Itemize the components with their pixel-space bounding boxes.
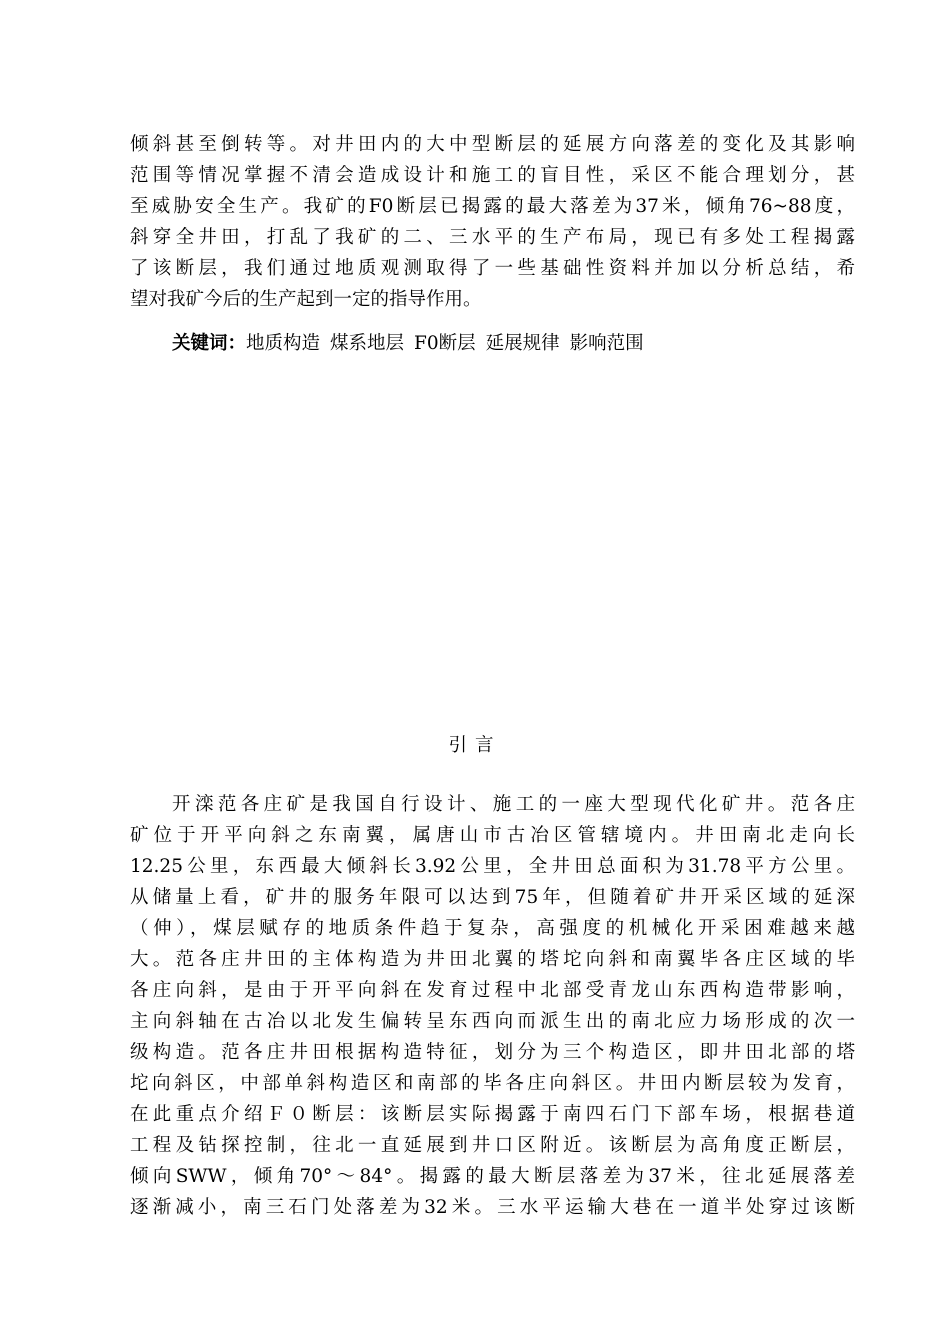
intro-line: 在此重点介绍Ｆ０断层：该断层实际揭露于南四石门下部车场，根据巷道	[130, 1104, 855, 1125]
keywords-label: 关键词：	[172, 333, 247, 354]
section-title-introduction: 引言	[448, 735, 502, 756]
intro-line: （伸），煤层赋存的地质条件趋于复杂，高强度的机械化开采困难越来越	[130, 918, 855, 939]
intro-line: 从储量上看，矿井的服务年限可以达到75年，但随着矿井开采区域的延深	[130, 887, 855, 908]
keywords-line	[172, 328, 654, 359]
keyword-item: 地质构造	[246, 333, 321, 354]
abstract-line: 了该断层，我们通过地质观测取得了一些基础性资料并加以分析总结，希	[130, 258, 855, 279]
intro-line: 主向斜轴在古冶以北发生偏转呈东西向而派生出的南北应力场形成的次一	[130, 1011, 855, 1032]
intro-line: 倾向SWW，倾角70°～84°。揭露的最大断层落差为37米，往北延展落差	[130, 1166, 855, 1187]
keyword-item: 煤系地层	[330, 333, 405, 354]
intro-line: 各庄向斜，是由于开平向斜在发育过程中北部受青龙山东西构造带影响，	[130, 980, 855, 1001]
keyword-item: 影响范围	[569, 333, 644, 354]
intro-line: 开滦范各庄矿是我国自行设计、施工的一座大型现代化矿井。范各庄	[172, 794, 855, 815]
abstract-line: 望对我矿今后的生产起到一定的指导作用。	[130, 289, 482, 310]
introduction-paragraph	[130, 789, 855, 1223]
abstract-line: 范围等情况掌握不清会造成设计和施工的盲目性，采区不能合理划分，甚	[130, 165, 855, 186]
abstract-line: 至威胁安全生产。我矿的F0断层已揭露的最大落差为37米，倾角76~88度，	[130, 196, 855, 217]
abstract-line: 斜穿全井田，打乱了我矿的二、三水平的生产布局，现已有多处工程揭露	[130, 227, 855, 248]
intro-line: 工程及钻探控制，往北一直延展到井口区附近。该断层为高角度正断层，	[130, 1135, 855, 1156]
keyword-item: 延展规律	[485, 333, 560, 354]
abstract-paragraph	[130, 129, 855, 315]
intro-line: 逐渐减小，南三石门处落差为32米。三水平运输大巷在一道半处穿过该断	[130, 1197, 855, 1218]
keyword-item: F0断层	[414, 333, 476, 354]
intro-line: 级构造。范各庄井田根据构造特征，划分为三个构造区，即井田北部的塔	[130, 1042, 855, 1063]
intro-line: 大。范各庄井田的主体构造为井田北翼的塔坨向斜和南翼毕各庄区域的毕	[130, 949, 855, 970]
abstract-line: 倾斜甚至倒转等。对井田内的大中型断层的延展方向落差的变化及其影响	[130, 134, 855, 155]
intro-line: 坨向斜区，中部单斜构造区和南部的毕各庄向斜区。井田内断层较为发育，	[130, 1073, 855, 1094]
intro-line: 矿位于开平向斜之东南翼，属唐山市古冶区管辖境内。井田南北走向长	[130, 825, 855, 846]
intro-line: 12.25公里，东西最大倾斜长3.92公里，全井田总面积为31.78平方公里。	[130, 856, 855, 877]
